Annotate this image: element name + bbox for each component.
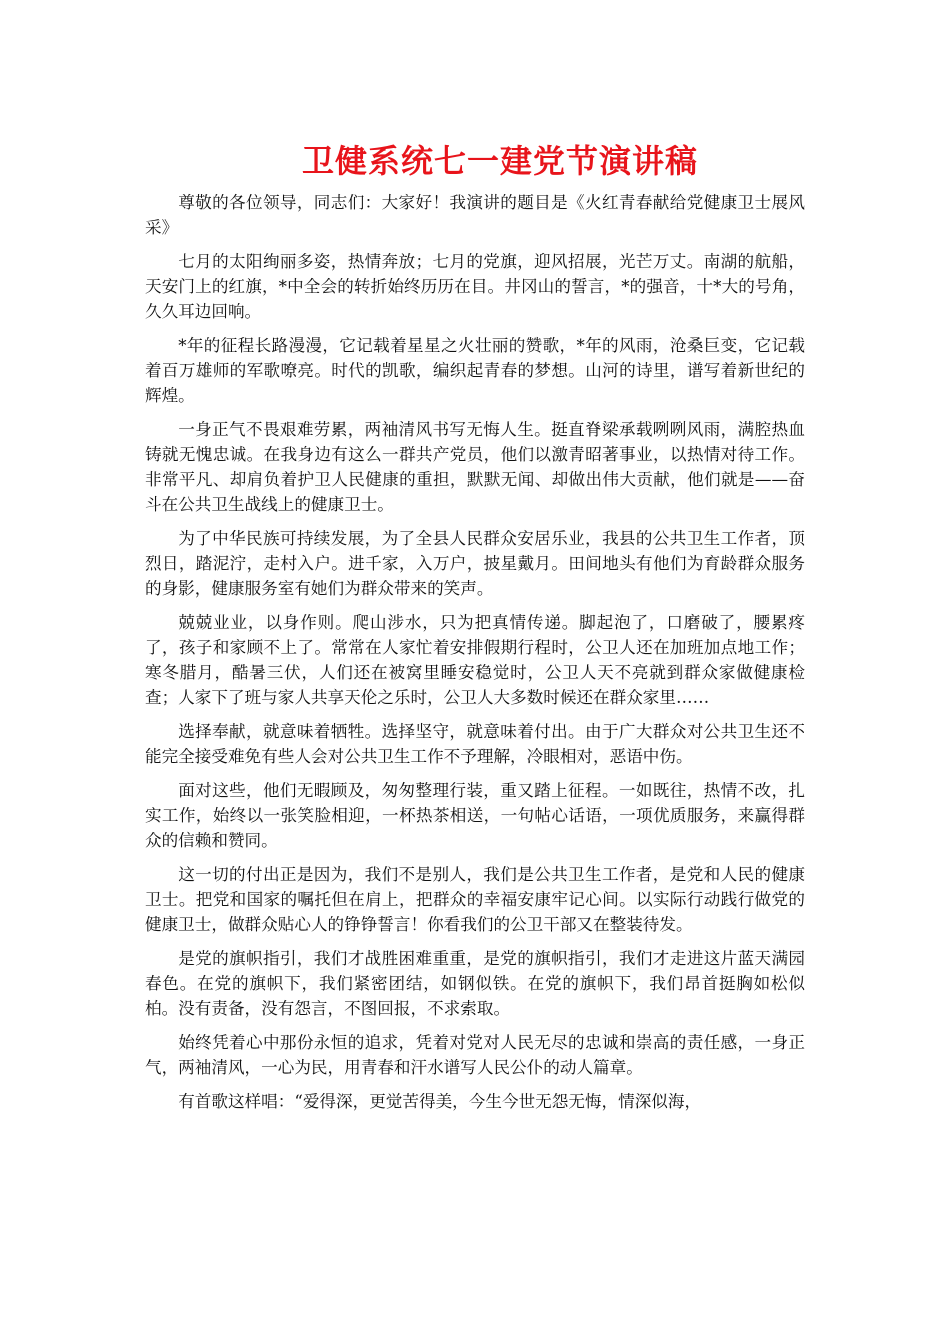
paragraph-12: 有首歌这样唱：“爱得深，更觉苦得美，今生今世无怨无悔，情深似海， <box>178 1092 702 1111</box>
document-body <box>145 190 805 1123</box>
document-title: 卫健系统七一建党节演讲稿 <box>301 142 698 180</box>
paragraph-5: 为了中华民族可持续发展，为了全县人民群众安居乐业，我县的公共卫生工作者，顶烈日，踏泥泞，走村入户。进千家，入万户，披星戴月。田间地头有他们为育龄群众服务的身影，健康服务室有她们为群众带来的笑声。 <box>145 529 805 598</box>
paragraph-1: 尊敬的各位领导，同志们：大家好！我演讲的题目是《火红青春献给党健康卫士展风采》 <box>145 193 805 237</box>
paragraph-10: 是党的旗帜指引，我们才战胜困难重重，是党的旗帜指引，我们才走进这片蓝天满园春色。在党的旗帜下，我们紧密团结，如钢似铁。在党的旗帜下，我们昂首挺胸如松似柏。没有责备，没有怨言，不图回报，不求索取。 <box>145 949 805 1018</box>
paragraph-11: 始终凭着心中那份永恒的追求，凭着对党对人民无尽的忠诚和崇高的责任感，一身正气，两袖清风，一心为民，用青春和汗水谱写人民公仆的动人篇章。 <box>145 1033 805 1077</box>
paragraph-7: 选择奉献，就意味着牺牲。选择坚守，就意味着付出。由于广大群众对公共卫生还不能完全接受难免有些人会对公共卫生工作不予理解，冷眼相对，恶语中伤。 <box>145 722 805 766</box>
paragraph-4: 一身正气不畏艰难劳累，两袖清风书写无悔人生。挺直脊梁承载咧咧风雨，满腔热血铸就无愧忠诚。在我身边有这么一群共产党员，他们以激青昭著事业，以热情对待工作。非常平凡、却肩负着护卫人民健康的重担，默默无闻、却做出伟大贡献，他们就是——奋斗在公共卫生战线上的健康卫士。 <box>145 420 805 514</box>
paragraph-8: 面对这些，他们无暇顾及，匆匆整理行装，重又踏上征程。一如既往，热情不改，扎实工作，始终以一张笑脸相迎，一杯热茶相送，一句帖心话语，一项优质服务，来赢得群众的信赖和赞同。 <box>145 781 805 850</box>
paragraph-6: 兢兢业业，以身作则。爬山涉水，只为把真情传递。脚起泡了，口磨破了，腰累疼了，孩子和家顾不上了。常常在人家忙着安排假期行程时，公卫人还在加班加点地工作；寒冬腊月，酷暑三伏，人们还在被窝里睡安稳觉时，公卫人天不亮就到群众家做健康检查；人家下了班与家人共享天伦之乐时，公卫人大多数时候还在群众家里…… <box>145 613 805 707</box>
paragraph-2: 七月的太阳绚丽多姿，热情奔放；七月的党旗，迎风招展，光芒万丈。南湖的航船，天安门上的红旗，*中全会的转折始终历历在目。井冈山的誓言，*的强音，十*大的号角，久久耳边回响。 <box>145 252 805 321</box>
paragraph-3: *年的征程长路漫漫，它记载着星星之火壮丽的赞歌，*年的风雨，沧桑巨变，它记载着百万雄师的军歌嘹亮。时代的凯歌，编织起青春的梦想。山河的诗里，谱写着新世纪的辉煌。 <box>145 336 805 405</box>
paragraph-9: 这一切的付出正是因为，我们不是别人，我们是公共卫生工作者，是党和人民的健康卫士。把党和国家的嘱托但在肩上，把群众的幸福安康牢记心间。以实际行动践行做党的健康卫士，做群众贴心人的铮铮誓言！你看我们的公卫干部又在整装待发。 <box>145 865 805 934</box>
